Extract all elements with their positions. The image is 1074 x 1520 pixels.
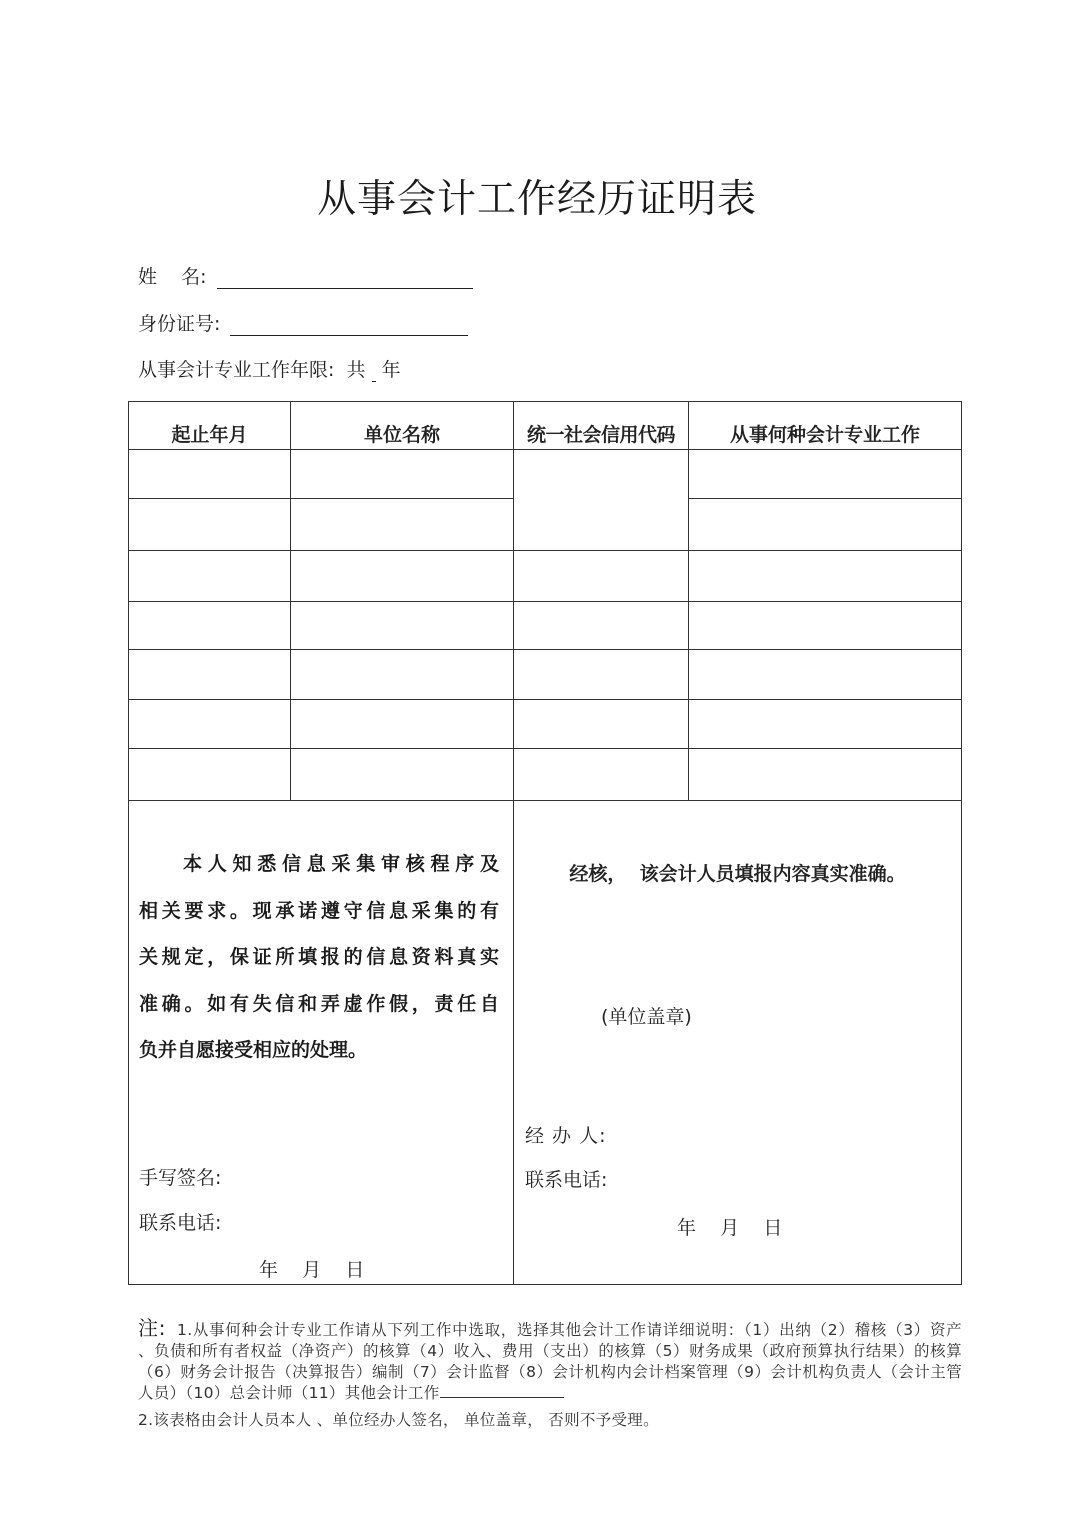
pledge-line: 准确。如有失信和弄虚作假，责任自	[139, 992, 499, 1015]
unit-phone-field[interactable]	[615, 1162, 945, 1190]
handler-field[interactable]	[615, 1118, 945, 1146]
table-row[interactable]	[129, 602, 961, 649]
unit-seal-label: (单位盖章)	[601, 1006, 692, 1028]
note-text: 1.从事何种会计专业工作请从下列工作中选取，选择其他会计工作请详细说明：（1）出纳（2）稽核（3）资产	[177, 1321, 962, 1339]
pledge-line: 负并自愿接受相应的处理。	[139, 1039, 368, 1061]
pledge-line: 本人知悉信息采集审核程序及	[183, 853, 499, 875]
work-years-label: 从事会计专业工作年限: 共	[138, 359, 366, 381]
pledge-statement	[139, 841, 499, 1074]
pledge-line: 关规定，保证所填报的信息资料真实	[139, 946, 499, 968]
note-lead: 注:	[138, 1316, 166, 1340]
handler-label: 经 办 人:	[525, 1125, 607, 1147]
other-work-blank[interactable]	[440, 1383, 564, 1398]
unit-phone-label: 联系电话:	[525, 1169, 608, 1191]
applicant-date: 年 月 日	[259, 1259, 365, 1281]
note-line: 、负债和所有者权益（净资产）的核算（4）收入、费用（支出）的核算（5）财务成果（政府预算执行结果）的核算	[138, 1342, 962, 1360]
note-text: 人员）（10）总会计师（11）其他会计工作	[138, 1384, 440, 1402]
table-row[interactable]	[129, 749, 961, 800]
table-row[interactable]	[129, 700, 961, 748]
applicant-phone-label: 联系电话:	[139, 1212, 222, 1234]
header-period: 起止年月	[171, 424, 248, 446]
header-employer: 单位名称	[363, 424, 440, 446]
note-line	[138, 1383, 962, 1404]
id-number-label: 身份证号:	[138, 313, 221, 335]
notes	[138, 1318, 962, 1431]
applicant-phone-field[interactable]	[235, 1205, 495, 1233]
table-row[interactable]	[129, 650, 961, 699]
note-line	[138, 1318, 962, 1341]
table-row[interactable]	[129, 499, 961, 550]
signature-field[interactable]	[235, 1160, 495, 1188]
header-credit-code: 统一社会信用代码	[526, 424, 675, 446]
pledge-line: 相关要求。现承诺遵守信息采集的有	[139, 899, 499, 922]
note-line: （6）财务会计报告（决算报告）编制（7）会计监督（8）会计机构内会计档案管理（9）会计机构负责人（会计主管	[138, 1363, 962, 1381]
verification-statement: 经核， 该会计人员填报内容真实准确。	[569, 863, 906, 885]
signature-label: 手写签名:	[139, 1167, 222, 1189]
note-line: 2.该表格由会计人员本人 、单位经办人签名， 单位盖章， 否则不予受理。	[138, 1411, 659, 1429]
unit-date: 年 月 日	[677, 1217, 783, 1239]
table-row[interactable]	[129, 450, 961, 498]
header-work-type: 从事何种会计专业工作	[729, 424, 920, 446]
work-years-unit: 年	[381, 359, 401, 381]
page-title: 从事会计工作经历证明表	[316, 177, 757, 222]
table-row[interactable]	[129, 551, 961, 601]
name-label: 姓 名:	[138, 266, 207, 288]
